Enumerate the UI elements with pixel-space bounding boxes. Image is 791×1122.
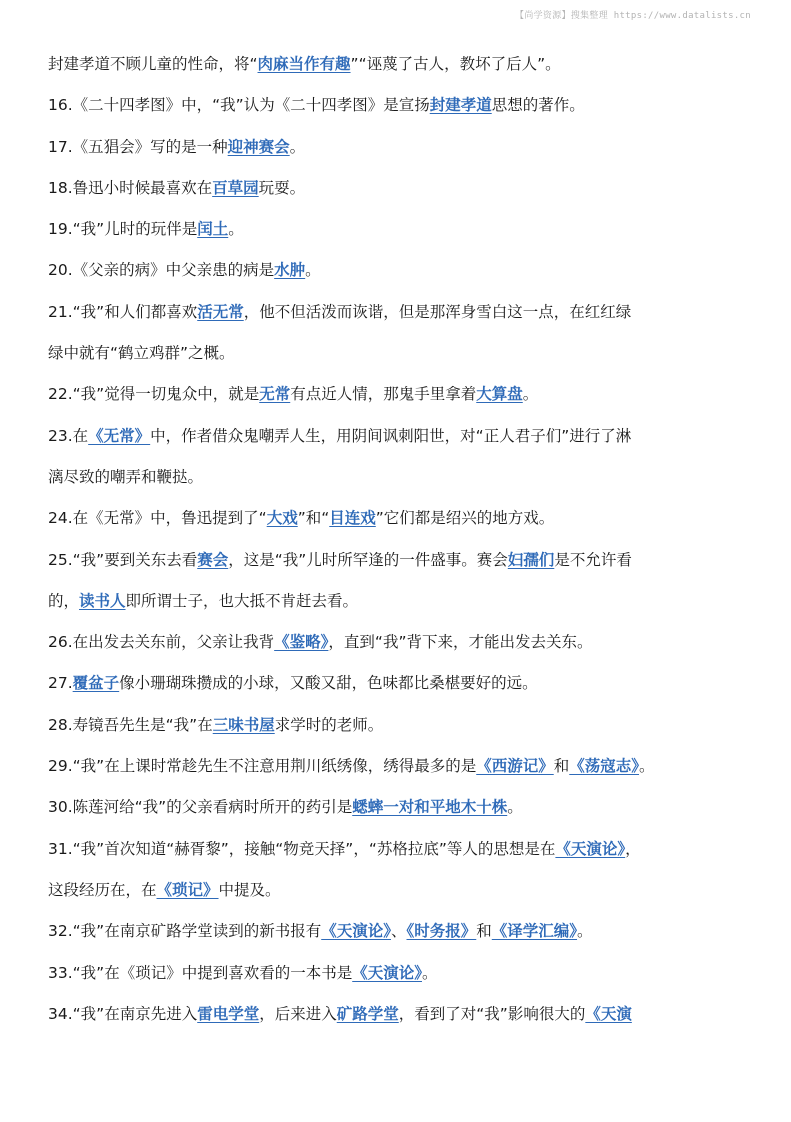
answer-highlight: 百草园 — [212, 178, 259, 197]
text-line — [48, 426, 748, 446]
text-line — [48, 921, 748, 941]
text-line — [48, 343, 748, 363]
text-segment: 和 — [476, 922, 492, 941]
text-segment: 。 — [305, 261, 321, 280]
answer-highlight: 大戏 — [266, 509, 298, 528]
text-line — [48, 963, 748, 983]
text-line — [48, 756, 748, 776]
text-segment: 。 — [639, 757, 655, 776]
text-segment: ，这是“我”儿时所罕逢的一件盛事。赛会 — [228, 550, 508, 569]
text-segment: 31.“我”首次知道“赫胥黎”，接触“物竞天择”，“苏格拉底”等人的思想是在 — [48, 839, 556, 858]
text-segment: 即所谓士子，也大抵不肯赶去看。 — [125, 591, 359, 610]
text-segment: 。 — [577, 922, 593, 941]
text-segment: 26.在出发去关东前，父亲让我背 — [48, 633, 275, 652]
text-line — [48, 137, 748, 157]
text-line — [48, 219, 748, 239]
answer-highlight: 雷电学堂 — [197, 1004, 260, 1023]
answer-highlight: 妇孺们 — [507, 550, 555, 569]
answer-highlight: 《时务报》 — [406, 922, 477, 941]
text-segment: 有点近人情，那鬼手里拿着 — [290, 385, 477, 404]
answer-highlight: 《天演论》 — [321, 922, 391, 941]
text-segment: 封建孝道不顾儿童的性命，将“ — [48, 55, 258, 73]
text-segment: 、 — [390, 922, 407, 941]
text-segment: ”“诬蔑了古人，教坏了后人”。 — [350, 55, 561, 73]
text-line — [48, 797, 748, 817]
text-line — [48, 880, 748, 900]
text-segment: 。 — [228, 220, 244, 239]
text-line — [48, 54, 748, 74]
text-segment: 18.鲁迅小时候最喜欢在 — [48, 178, 213, 197]
text-line — [48, 467, 748, 487]
answer-highlight: 读书人 — [79, 591, 126, 610]
text-line — [48, 839, 748, 859]
text-segment: 像小珊瑚珠攒成的小球，又酸又甜，色味都比桑椹要好的远。 — [119, 674, 538, 693]
watermark: 【尚学资源】搜集整理 https://www.datalists.cn — [515, 11, 751, 21]
text-segment: 23.在 — [48, 426, 89, 445]
text-line — [48, 632, 748, 652]
text-segment: 20.《父亲的病》中父亲患的病是 — [48, 261, 275, 280]
text-segment: 19.“我”儿时的玩伴是 — [48, 220, 198, 239]
text-segment: 24.在《无常》中，鲁迅提到了“ — [48, 509, 267, 528]
text-line — [48, 178, 748, 198]
text-segment: 。 — [289, 137, 306, 156]
text-segment: 漓尽致的嘲弄和鞭挞。 — [48, 467, 204, 486]
text-segment: 34.“我”在南京先进入 — [48, 1004, 198, 1023]
answer-highlight: 《无常》 — [88, 426, 151, 445]
text-segment: 是不允许看 — [554, 550, 632, 569]
answer-highlight: 覆盆子 — [72, 674, 120, 693]
text-line — [48, 1004, 748, 1024]
answer-highlight: 《天演论》 — [555, 839, 626, 858]
text-line — [48, 260, 748, 280]
text-segment: 。 — [522, 385, 539, 404]
text-segment: 32.“我”在南京矿路学堂读到的新书报有 — [48, 922, 322, 941]
text-segment: 。 — [421, 963, 438, 982]
text-segment: 27. — [48, 674, 73, 693]
text-segment: 中提及。 — [218, 880, 281, 899]
text-segment: 28.寿镜吾先生是“我”在 — [48, 715, 213, 734]
text-segment: 绿中就有“鹤立鸡群”之概。 — [48, 344, 235, 363]
answer-highlight: 《琐记》 — [156, 880, 219, 899]
text-line — [48, 384, 748, 404]
text-segment: 玩耍。 — [258, 178, 306, 197]
document-body — [48, 54, 748, 1045]
text-segment: 中，作者借众鬼嘲弄人生，用阴间讽刺阳世，对“正人君子们”进行了淋 — [150, 426, 632, 445]
answer-highlight: 《天演 — [585, 1004, 632, 1023]
text-segment: ， — [625, 839, 641, 858]
text-line — [48, 95, 748, 115]
answer-highlight: 《荡寇志》 — [569, 757, 640, 776]
text-segment: ”和“ — [297, 509, 330, 528]
answer-highlight: 封建孝道 — [429, 96, 492, 115]
text-segment: 17.《五猖会》写的是一种 — [48, 137, 228, 156]
answer-highlight: 蟋蟀一对和平地木十株 — [352, 798, 508, 817]
text-segment: 16.《二十四孝图》中，“我”认为《二十四孝图》是宣扬 — [48, 96, 430, 115]
answer-highlight: 迎神赛会 — [227, 137, 290, 156]
text-segment: 22.“我”觉得一切鬼众中，就是 — [48, 385, 260, 404]
text-segment: ，直到“我”背下来，才能出发去关东。 — [328, 633, 593, 652]
text-line — [48, 302, 748, 322]
answer-highlight: 大算盘 — [476, 385, 523, 404]
text-line — [48, 715, 748, 735]
answer-highlight: 三味书屋 — [212, 715, 275, 734]
answer-highlight: 《译学汇编》 — [491, 922, 578, 941]
answer-highlight: 矿路学堂 — [336, 1004, 399, 1023]
answer-highlight: 无常 — [259, 385, 291, 404]
text-segment: 的， — [48, 591, 80, 610]
text-segment: ，看到了对“我”影响很大的 — [398, 1004, 586, 1023]
answer-highlight: 赛会 — [197, 550, 229, 569]
text-segment: 这段经历在，在 — [48, 880, 157, 899]
text-segment: ”它们都是绍兴的地方戏。 — [375, 509, 555, 528]
text-segment: 21.“我”和人们都喜欢 — [48, 302, 198, 321]
text-segment: 和 — [553, 757, 570, 776]
text-segment: 30.陈莲河给“我”的父亲看病时所开的药引是 — [48, 798, 353, 817]
text-segment: 求学时的老师。 — [274, 715, 384, 734]
answer-highlight: 《天演论》 — [352, 963, 422, 982]
text-segment: 25.“我”要到关东去看 — [48, 550, 198, 569]
text-line — [48, 591, 748, 611]
text-line — [48, 550, 748, 570]
answer-highlight: 《鉴略》 — [274, 633, 329, 652]
answer-highlight: 闰土 — [197, 220, 229, 239]
answer-highlight: 肉麻当作有趣 — [257, 55, 351, 73]
answer-highlight: 目连戏 — [329, 509, 376, 528]
text-segment: 29.“我”在上课时常趁先生不注意用荆川纸绣像，绣得最多的是 — [48, 757, 477, 776]
answer-highlight: 活无常 — [197, 302, 244, 321]
text-segment: ，他不但活泼而诙谐，但是那浑身雪白这一点，在红红绿 — [243, 302, 632, 321]
text-segment: 33.“我”在《琐记》中提到喜欢看的一本书是 — [48, 963, 353, 982]
answer-highlight: 《西游记》 — [476, 757, 554, 776]
text-segment: 思想的著作。 — [491, 96, 585, 115]
text-segment: ，后来进入 — [259, 1004, 337, 1023]
text-segment: 。 — [507, 798, 523, 817]
answer-highlight: 水肿 — [274, 261, 306, 280]
text-line — [48, 673, 748, 693]
text-line — [48, 508, 748, 528]
